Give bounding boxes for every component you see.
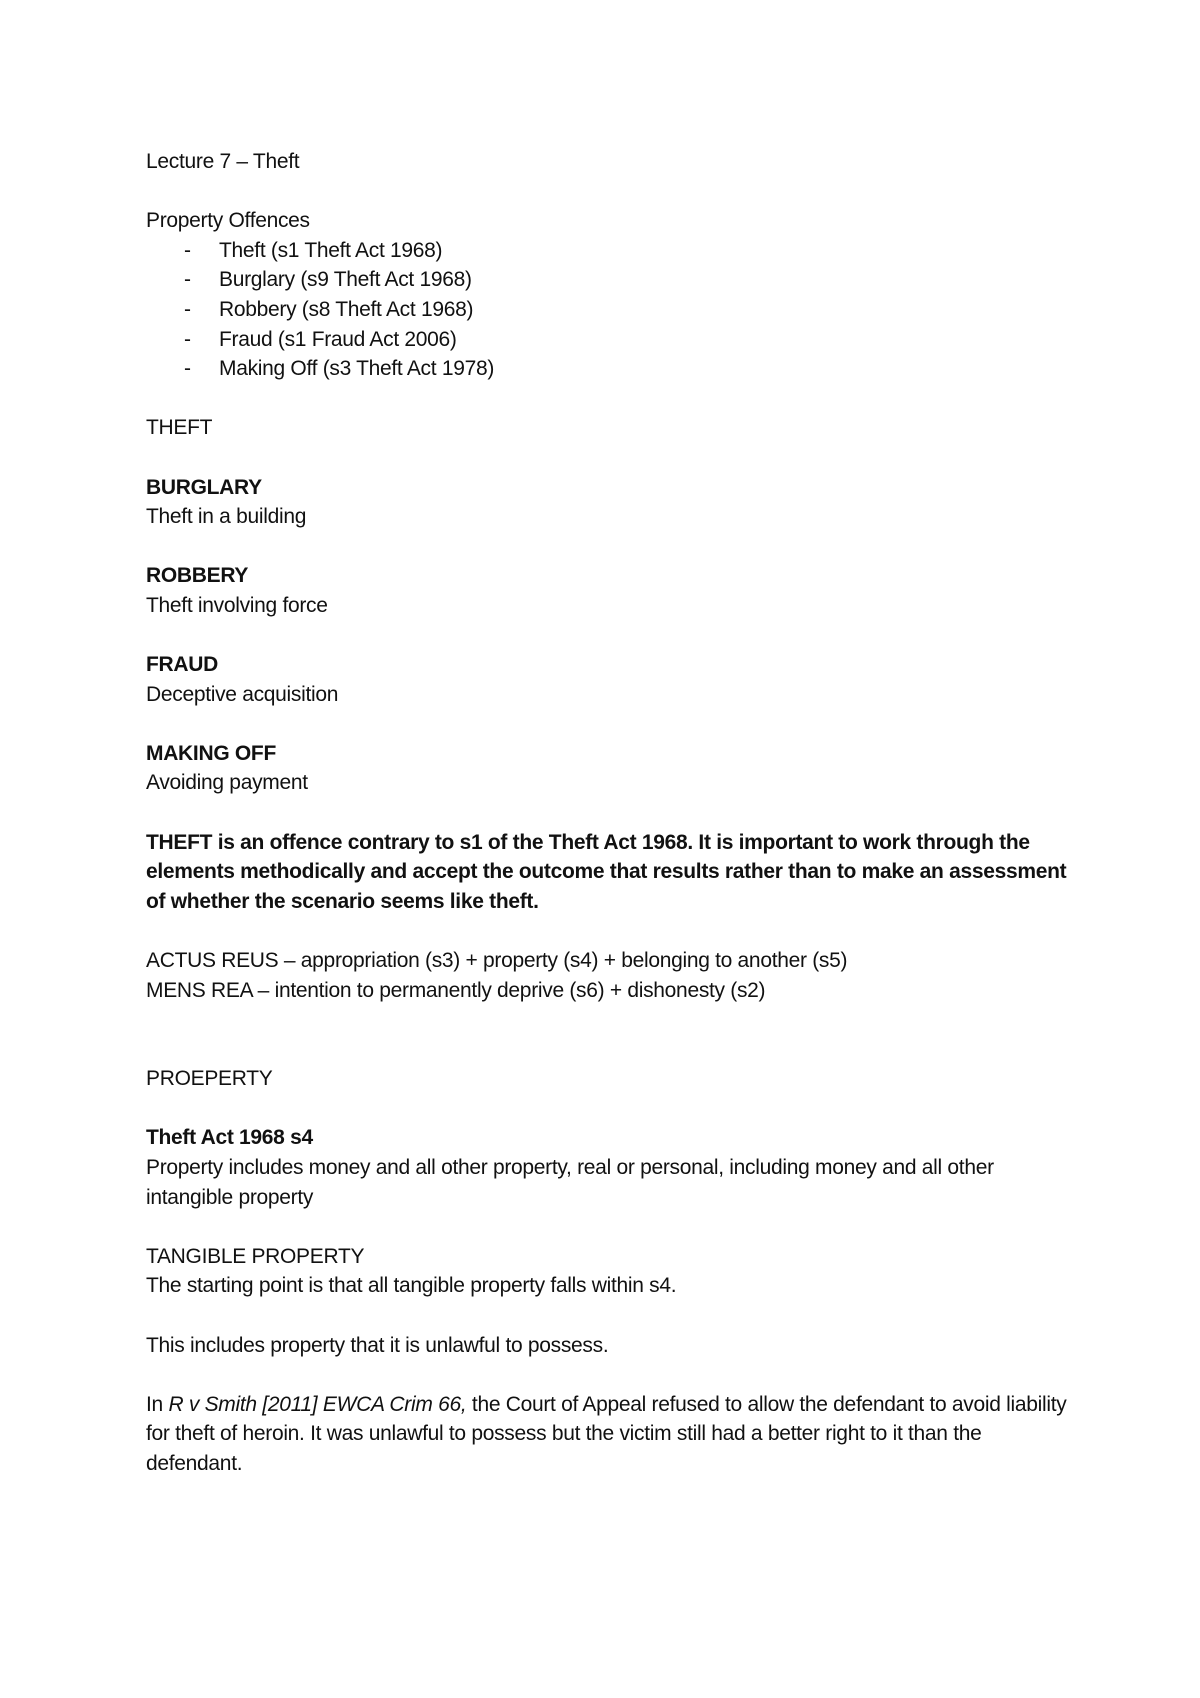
dash-bullet: -: [184, 327, 191, 351]
robbery-heading: ROBBERY: [146, 564, 249, 588]
tangible-text: The starting point is that all tangible property falls within s4.: [146, 1274, 677, 1298]
property-heading: PROEPERTY: [146, 1067, 273, 1091]
fraud-heading: FRAUD: [146, 653, 218, 677]
document-body: [146, 147, 1076, 1479]
theft-heading: THEFT: [146, 416, 213, 440]
tangible-heading: TANGIBLE PROPERTY: [146, 1244, 365, 1268]
lecture-title: Lecture 7 – Theft: [146, 150, 300, 173]
dash-bullet: -: [184, 297, 191, 321]
s4-heading: Theft Act 1968 s4: [146, 1126, 313, 1150]
case-paragraph: [146, 1390, 1076, 1479]
making-off-heading: MAKING OFF: [146, 741, 276, 765]
list-item: - Burglary (s9 Theft Act 1968): [146, 265, 1076, 295]
offences-heading: Property Offences: [146, 209, 310, 233]
making-off-text: Avoiding payment: [146, 771, 308, 795]
case-prefix: In: [146, 1392, 169, 1416]
dash-bullet: -: [184, 238, 191, 262]
dash-bullet: -: [184, 357, 191, 381]
burglary-heading: BURGLARY: [146, 475, 262, 499]
mens-rea: MENS REA – intention to permanently deprive (s6) + dishonesty (s2): [146, 978, 766, 1002]
fraud-text: Deceptive acquisition: [146, 682, 339, 706]
list-item: - Making Off (s3 Theft Act 1978): [146, 354, 1076, 384]
case-text: the Court of Appeal refused to allow the defendant to avoid liability for theft of heroin. It was unlawful to possess but the victim still had a better right to it than the defendant.: [146, 1392, 1067, 1475]
robbery-text: Theft involving force: [146, 593, 328, 617]
case-citation: R v Smith [2011] EWCA Crim 66,: [168, 1392, 467, 1416]
list-item: - Fraud (s1 Fraud Act 2006): [146, 325, 1076, 355]
burglary-text: Theft in a building: [146, 505, 307, 529]
s4-text: Property includes money and all other property, real or personal, including money and all other intangible property: [146, 1156, 994, 1209]
list-item: - Robbery (s8 Theft Act 1968): [146, 295, 1076, 325]
list-item: - Theft (s1 Theft Act 1968): [146, 236, 1076, 266]
actus-reus: ACTUS REUS – appropriation (s3) + property (s4) + belonging to another (s5): [146, 949, 848, 973]
theft-statement: THEFT is an offence contrary to s1 of the Theft Act 1968. It is important to work through the elements methodically and accept the outcome that results rather than to make an assessment of whether the scenario seems like theft.: [146, 830, 1067, 913]
offences-list: [146, 236, 1076, 384]
dash-bullet: -: [184, 268, 191, 292]
unlawful-text: This includes property that it is unlawful to possess.: [146, 1333, 609, 1357]
